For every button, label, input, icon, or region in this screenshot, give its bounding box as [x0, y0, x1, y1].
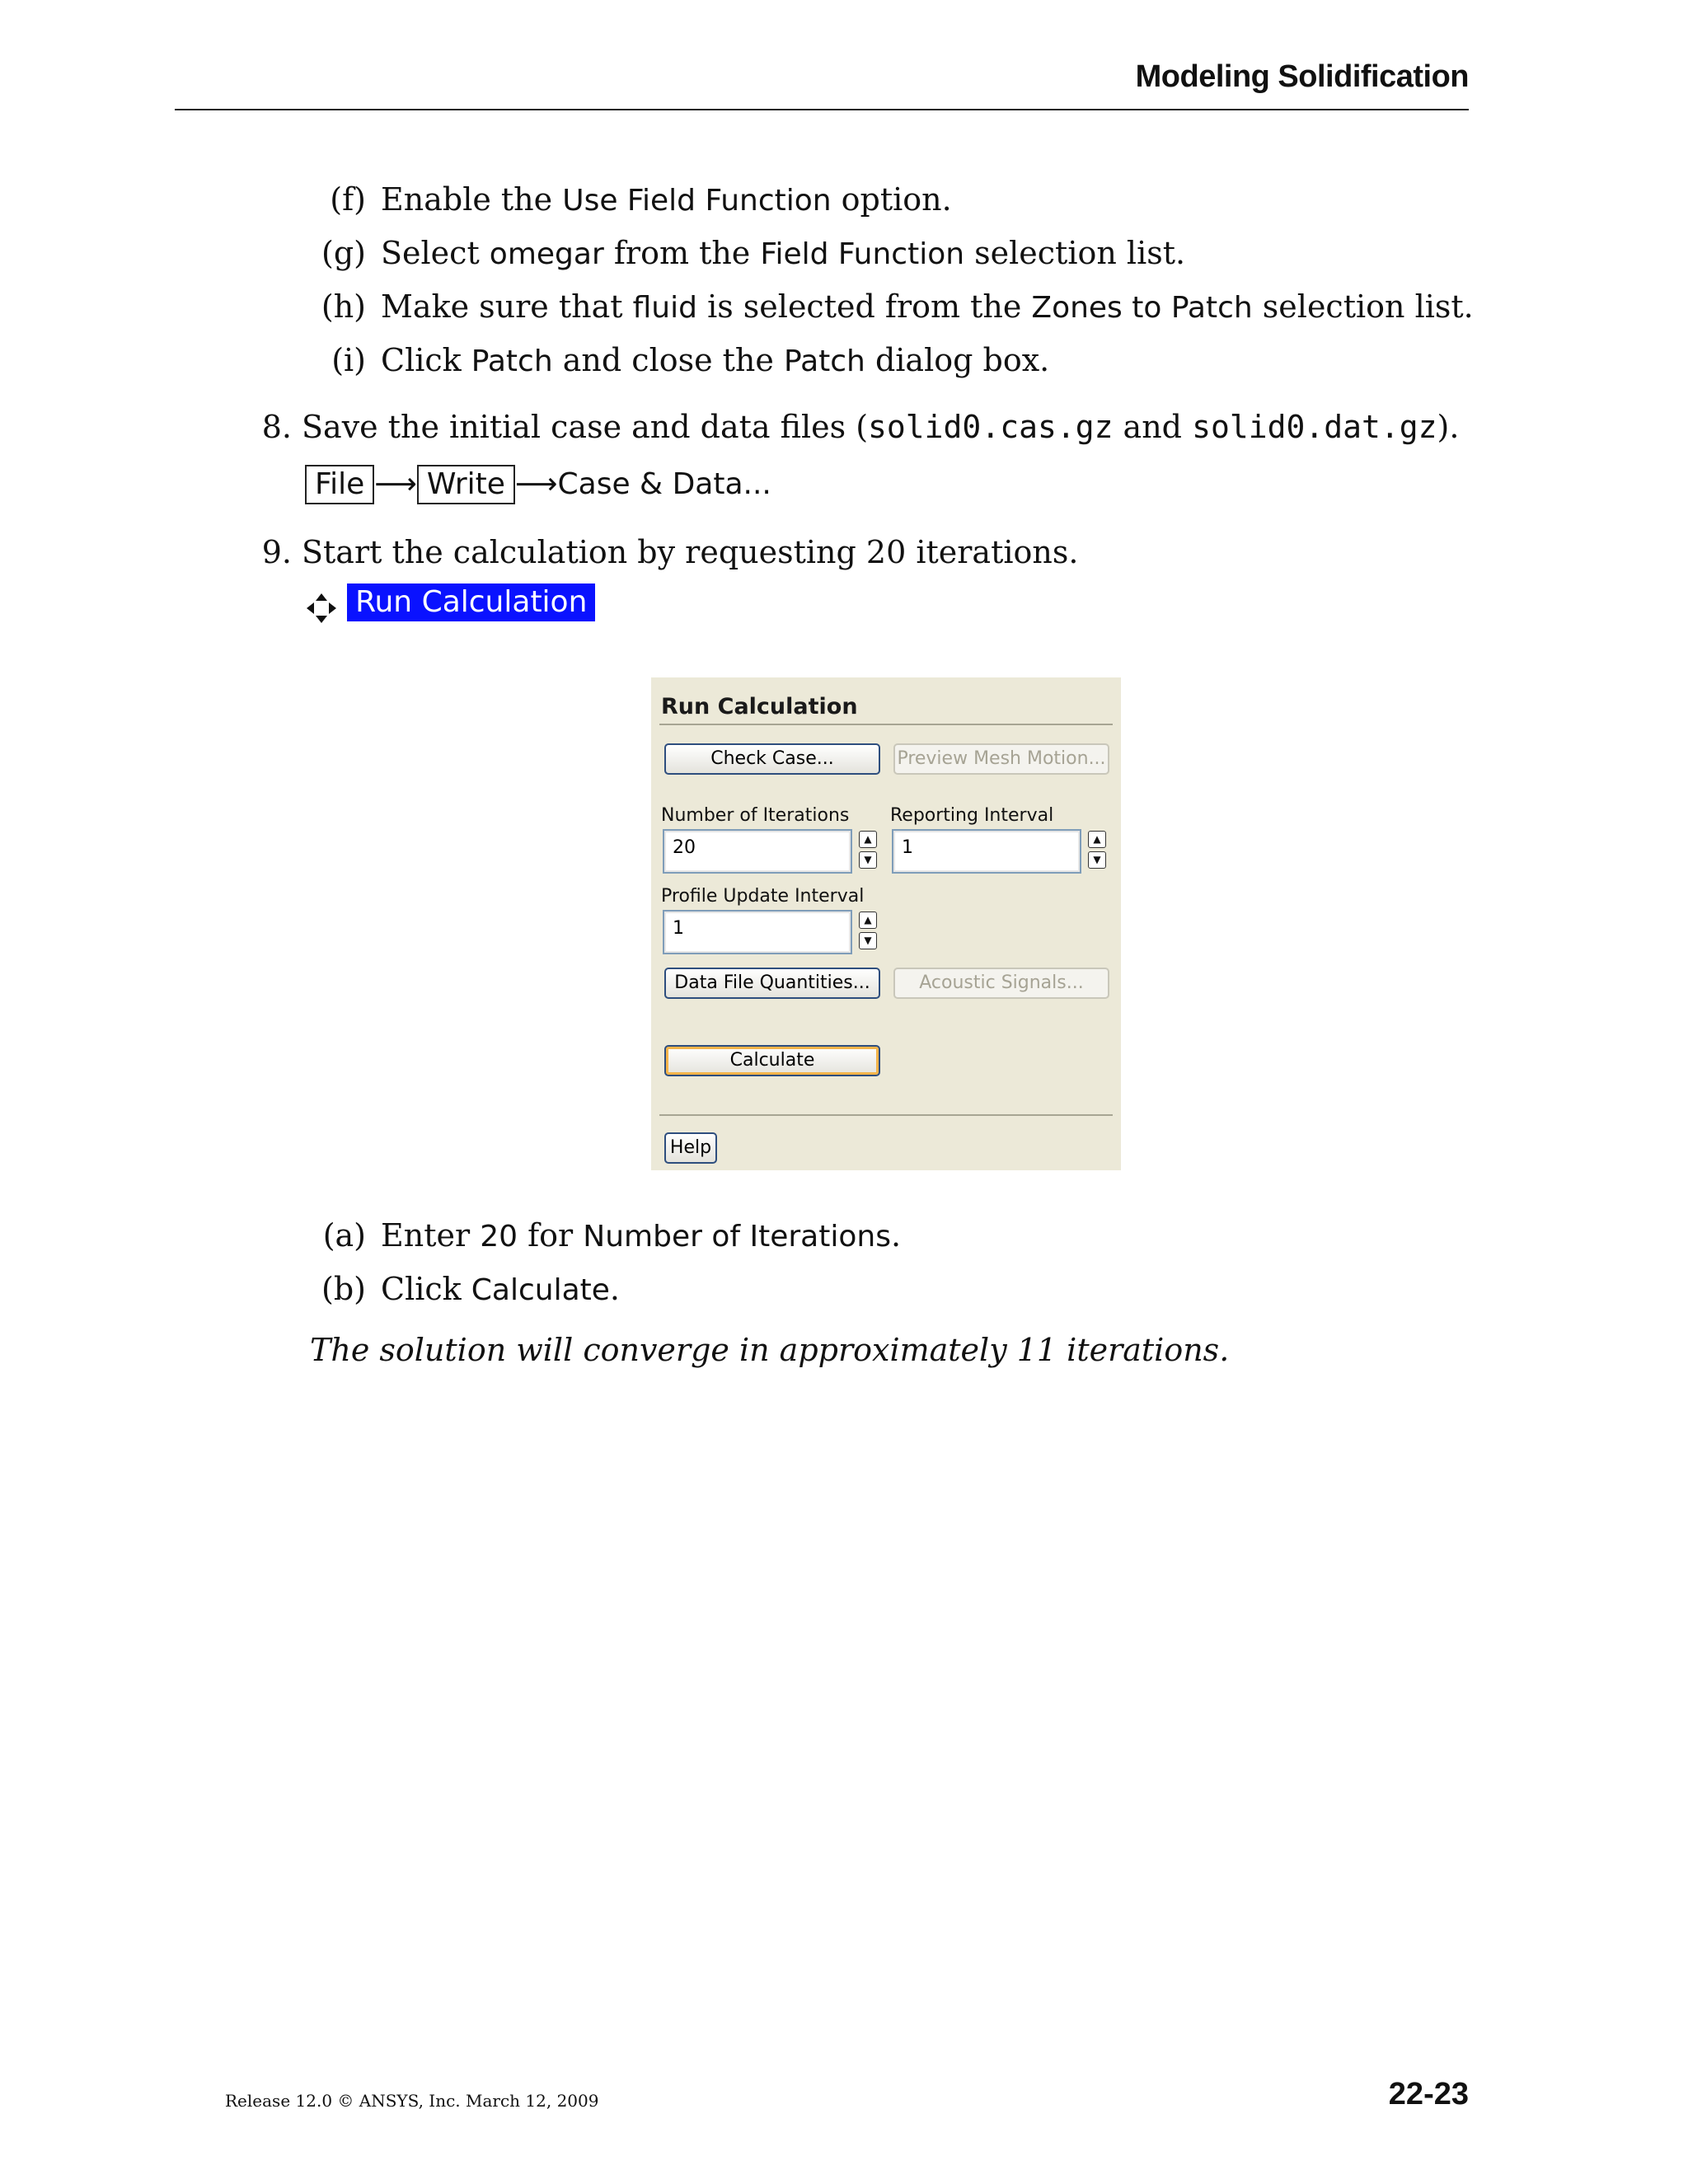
run-calculation-link[interactable]: Run Calculation [347, 583, 595, 621]
ui-term: Patch [783, 344, 865, 378]
spin-down-icon[interactable]: ▼ [859, 932, 877, 949]
step-text: ). [1437, 409, 1460, 445]
spin-up-icon[interactable]: ▲ [859, 831, 877, 848]
step-text: for [518, 1217, 584, 1254]
menu-write: Write [417, 465, 515, 504]
spin-up-icon[interactable]: ▲ [859, 912, 877, 929]
step-9 [257, 532, 1078, 572]
ui-term: fluid [632, 291, 697, 325]
step-text: Enter [381, 1217, 481, 1254]
reporting-interval-spinner[interactable] [1088, 831, 1108, 870]
substep-b [310, 1269, 620, 1310]
step-label: (a) [322, 1217, 366, 1254]
profile-update-label: Profile Update Interval [661, 886, 865, 907]
footer-release: Release 12.0 © ANSYS, Inc. March 12, 2009 [225, 2091, 599, 2111]
ui-term: Calculate [471, 1273, 610, 1307]
convergence-note: The solution will converge in approximately 11 iterations. [310, 1332, 1230, 1368]
step-label: (b) [321, 1271, 366, 1307]
step-label: (i) [331, 342, 366, 378]
step-text: dialog box. [865, 342, 1050, 378]
step-text: Save the initial case and data files ( [302, 409, 869, 445]
dialog-title: Run Calculation [661, 694, 858, 719]
preview-mesh-motion-button[interactable]: Preview Mesh Motion... [893, 743, 1109, 775]
acoustic-signals-button[interactable]: Acoustic Signals... [893, 968, 1109, 999]
header-rule [175, 109, 1469, 110]
check-case-button[interactable]: Check Case... [664, 743, 880, 775]
step-text: option. [831, 181, 952, 218]
arrow-icon: ⟶ [514, 467, 558, 501]
arrow-icon: ⟶ [374, 467, 417, 501]
ui-term: Patch [471, 344, 553, 378]
step-text: Start the calculation by requesting 20 iterations. [302, 534, 1079, 570]
ui-term: Number of Iterations [583, 1220, 891, 1254]
step-text: Click [381, 342, 471, 378]
page-number: 22-23 [1388, 2077, 1469, 2111]
step-label: (f) [330, 181, 366, 218]
spin-up-icon[interactable]: ▲ [1088, 831, 1106, 848]
step-text: from the [603, 235, 761, 271]
step-label: (g) [321, 235, 366, 271]
ui-term: omegar [489, 237, 604, 271]
step-number: 8. [261, 409, 292, 445]
help-button[interactable]: Help [664, 1132, 717, 1164]
ui-term: 20 [480, 1220, 518, 1254]
step-text: . [609, 1271, 621, 1307]
step-number: 9. [261, 534, 292, 570]
step-text: Select [381, 235, 490, 271]
dialog-title-rule [659, 724, 1113, 725]
reporting-interval-input[interactable]: 1 [892, 829, 1081, 874]
navigation-pane-icon [305, 592, 338, 625]
spin-down-icon[interactable]: ▼ [859, 851, 877, 869]
step-text: and [1113, 409, 1193, 445]
page-header-title: Modeling Solidification [1135, 59, 1469, 94]
iterations-spinner[interactable] [859, 831, 879, 870]
menu-path [305, 463, 771, 504]
filename: solid0.dat.gz [1192, 409, 1437, 445]
menu-case-data: Case & Data... [557, 467, 771, 501]
spin-down-icon[interactable]: ▼ [1088, 851, 1106, 869]
run-calculation-dialog [651, 677, 1121, 1170]
step-label: (h) [321, 288, 366, 325]
step-text: selection list. [1252, 288, 1474, 325]
profile-update-spinner[interactable] [859, 912, 879, 951]
step-g [310, 233, 1185, 274]
step-text: selection list. [964, 235, 1186, 271]
run-calculation-nav [305, 583, 595, 625]
step-text: and close the [552, 342, 784, 378]
step-text: is selected from the [696, 288, 1032, 325]
ui-term: Field Function [760, 237, 965, 271]
step-text: Click [381, 1271, 471, 1307]
step-8 [257, 407, 1459, 447]
menu-file: File [305, 465, 374, 504]
data-file-quantities-button[interactable]: Data File Quantities... [664, 968, 880, 999]
step-text: Make sure that [381, 288, 633, 325]
reporting-interval-label: Reporting Interval [890, 805, 1054, 826]
iterations-input[interactable]: 20 [663, 829, 852, 874]
step-i [310, 340, 1049, 382]
ui-term: Zones to Patch [1031, 291, 1253, 325]
step-text: . [890, 1217, 902, 1254]
ui-term: Use Field Function [562, 184, 832, 218]
calculate-button[interactable]: Calculate [664, 1045, 880, 1076]
dialog-bottom-rule [659, 1114, 1113, 1116]
step-h [310, 287, 1474, 328]
step-text: Enable the [381, 181, 563, 218]
step-f [310, 180, 952, 221]
iterations-label: Number of Iterations [661, 805, 850, 826]
substep-a [310, 1216, 901, 1257]
profile-update-input[interactable]: 1 [663, 910, 852, 954]
filename: solid0.cas.gz [868, 409, 1114, 445]
